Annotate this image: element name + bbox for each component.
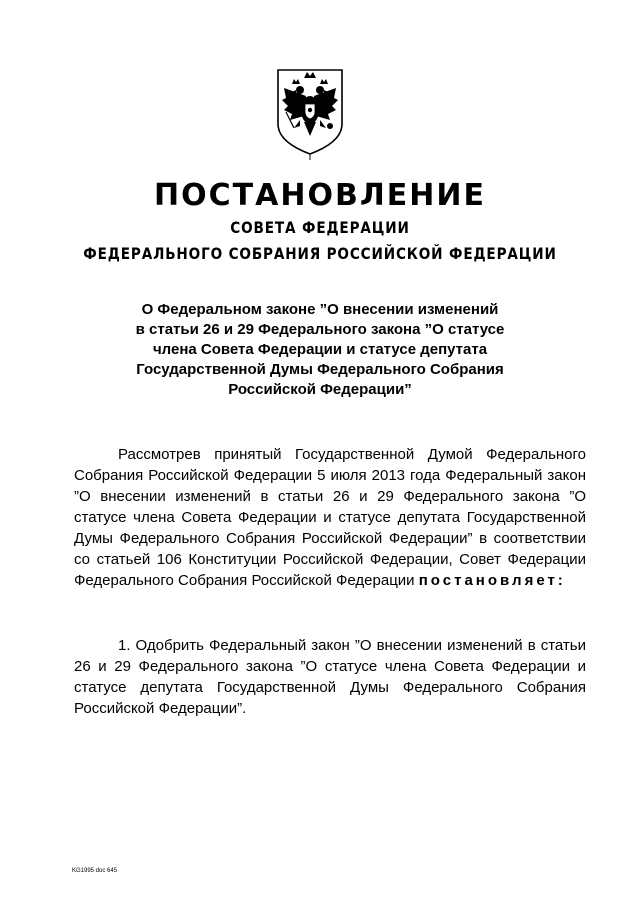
issuer-line-2: ФЕДЕРАЛЬНОГО СОБРАНИЯ РОССИЙСКОЙ ФЕДЕРАЦИИ: [83, 244, 557, 263]
issuer-line-1: СОВЕТА ФЕДЕРАЦИИ: [230, 218, 410, 237]
paragraph-text: Рассмотрев принятый Государственной Думой Федерального Собрания Российской Федерации 5 июля 2013 года Федеральный закон ”О внесении изменений в статьи 26 и 29 Федерального закона ”О статусе члена Совета Федерации и статусе депутата Государственной Думы Федерального Собрания Российской Федерации” в соответствии со статьей 106 Конституции Российской Федерации, Совет Федерации Федерального Собрания Российской Федерации: [74, 446, 586, 589]
document-title: ПОСТАНОВЛЕНИЕ: [154, 178, 486, 213]
subject-line: Государственной Думы Федерального Собрания: [136, 361, 504, 378]
document-subject: [110, 300, 530, 400]
subject-line: Российской Федерации”: [228, 381, 412, 398]
subject-line: в статьи 26 и 29 Федерального закона ”О статусе: [135, 321, 505, 338]
subject-line: члена Совета Федерации и статусе депутата: [152, 341, 488, 358]
body-paragraph-2: [74, 635, 586, 719]
document-code: KG1995 doc 645: [72, 868, 118, 874]
body-paragraph-1: [74, 444, 586, 591]
subject-line: О Федеральном законе ”О внесении изменений: [141, 301, 499, 318]
resolution-verb: постановляет:: [418, 572, 566, 589]
paragraph-text: 1. Одобрить Федеральный закон ”О внесении изменений в статьи 26 и 29 Федерального закона ”О статусе члена Совета Федерации и статусе депутата Государственной Думы Федерального Собрания Российской Федерации”.: [74, 637, 586, 717]
coat-of-arms-icon: [270, 64, 350, 160]
